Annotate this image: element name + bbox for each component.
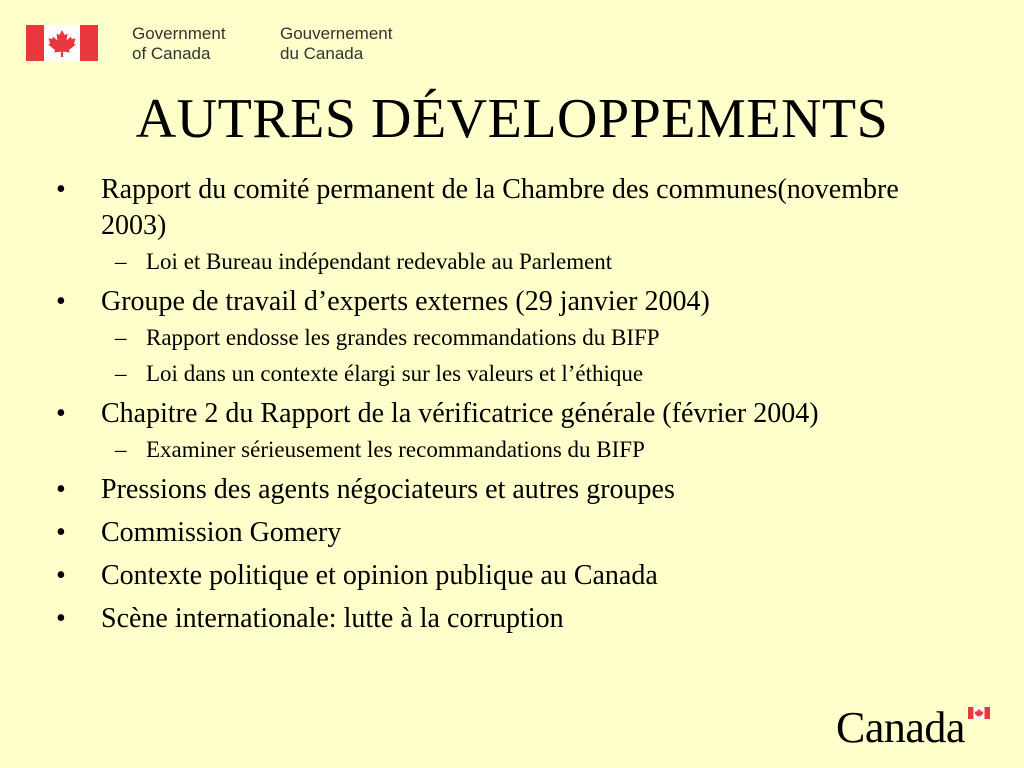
bullet-marker: •: [56, 398, 66, 429]
bullet-text: Pressions des agents négociateurs et autres groupes: [101, 474, 675, 505]
sub-bullet-item: [101, 247, 906, 277]
bullet-text: Rapport du comité permanent de la Chambre des communes(novembre 2003): [101, 174, 899, 241]
sub-bullet-item: [101, 359, 906, 389]
sub-bullet-marker: –: [115, 437, 127, 462]
bullet-marker: •: [56, 603, 66, 634]
wordmark-text: Canada: [836, 703, 965, 752]
signature-fr-line2: du Canada: [280, 44, 364, 63]
canada-wordmark-flag-icon: [968, 707, 990, 719]
bullet-item: [56, 558, 906, 594]
bullet-text: Scène internationale: lutte à la corruption: [101, 603, 564, 634]
bullet-item: [56, 472, 906, 508]
sub-bullet-text: Loi dans un contexte élargi sur les valeurs et l’éthique: [146, 361, 644, 386]
canada-wordmark: [836, 703, 996, 753]
sub-bullet-list: [101, 247, 906, 277]
sub-bullet-text: Rapport endosse les grandes recommandations du BIFP: [146, 325, 660, 350]
signature-english: [132, 24, 226, 64]
sub-bullet-list: [101, 435, 906, 465]
signature-en-line1: Government: [132, 24, 226, 43]
canada-flag-icon: [26, 25, 98, 61]
bullet-item: [56, 601, 906, 637]
sub-bullet-text: Loi et Bureau indépendant redevable au Parlement: [146, 249, 613, 274]
sub-bullet-text: Examiner sérieusement les recommandations du BIFP: [146, 437, 645, 462]
bullet-marker: •: [56, 560, 66, 591]
bullet-item: [56, 172, 906, 277]
bullet-text: Chapitre 2 du Rapport de la vérificatrice générale (février 2004): [101, 398, 819, 429]
bullet-text: Groupe de travail d’experts externes (29 janvier 2004): [101, 286, 710, 317]
sub-bullet-marker: –: [115, 249, 127, 274]
sub-bullet-marker: –: [115, 325, 127, 350]
bullet-item: [56, 396, 906, 465]
signature-french: [280, 24, 392, 64]
sub-bullet-list: [101, 323, 906, 389]
bullet-marker: •: [56, 174, 66, 205]
signature-en-line2: of Canada: [132, 44, 211, 63]
sub-bullet-marker: –: [115, 361, 127, 386]
bullet-text: Contexte politique et opinion publique au Canada: [101, 560, 658, 591]
signature-fr-line1: Gouvernement: [280, 24, 393, 43]
slide-title: AUTRES DÉVELOPPEMENTS: [135, 88, 889, 150]
bullet-item: [56, 515, 906, 551]
sub-bullet-item: [101, 323, 906, 353]
bullet-item: [56, 284, 906, 389]
bullet-text: Commission Gomery: [101, 517, 342, 548]
bullet-marker: •: [56, 286, 66, 317]
bullet-marker: •: [56, 474, 66, 505]
sub-bullet-item: [101, 435, 906, 465]
bullet-list: [56, 172, 906, 644]
bullet-marker: •: [56, 517, 66, 548]
